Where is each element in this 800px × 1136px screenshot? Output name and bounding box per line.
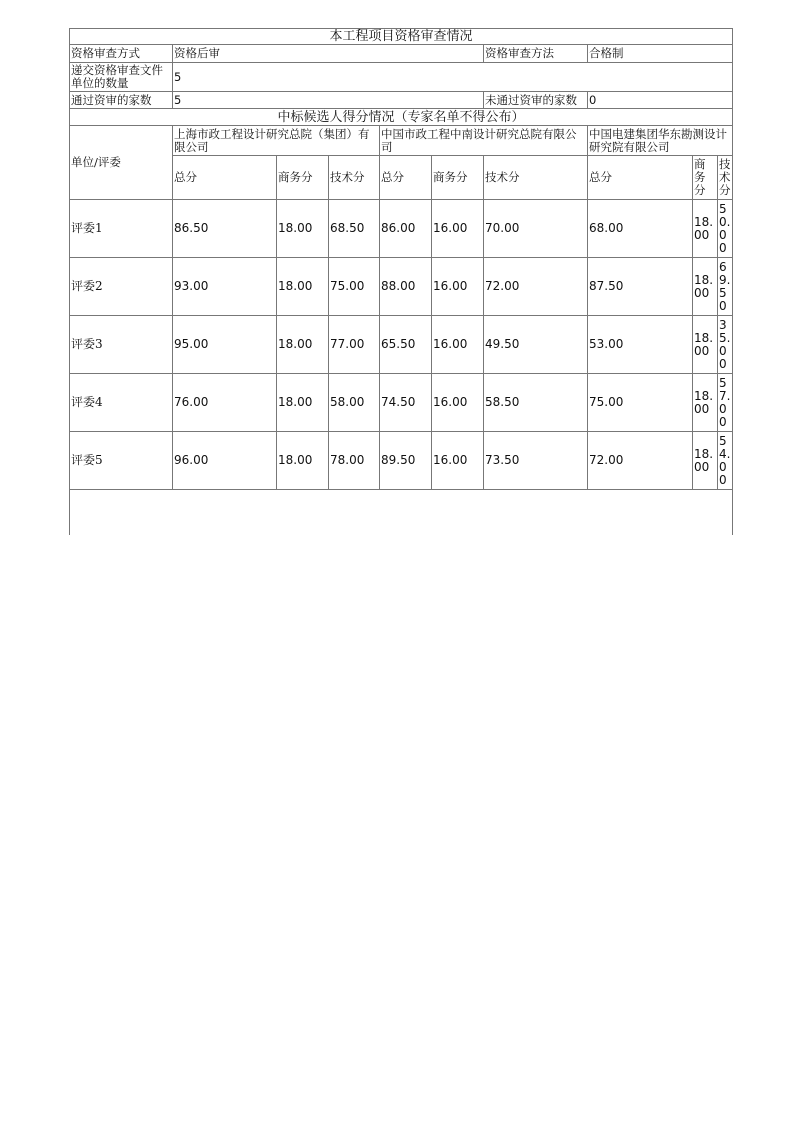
score-cell: 89.50 (380, 432, 432, 490)
score-cell: 18.00 (693, 316, 718, 374)
score-cell: 74.50 (380, 374, 432, 432)
score-cell: 70.00 (484, 200, 588, 258)
score-cell: 95.00 (173, 316, 277, 374)
score-cell: 18.00 (277, 258, 329, 316)
score-cell: 18.00 (277, 316, 329, 374)
sub-header: 总分 (588, 156, 693, 200)
score-cell: 86.50 (173, 200, 277, 258)
sub-header: 商务分 (693, 156, 718, 200)
score-cell: 75.00 (329, 258, 380, 316)
score-cell: 75.00 (588, 374, 693, 432)
score-cell: 88.00 (380, 258, 432, 316)
score-title: 中标候选人得分情况（专家名单不得公布） (70, 109, 733, 126)
score-cell: 68.50 (329, 200, 380, 258)
company-header: 中国电建集团华东勘测设计研究院有限公司 (588, 126, 733, 156)
judge-label: 评委2 (70, 258, 173, 316)
score-cell: 18.00 (693, 200, 718, 258)
score-cell: 16.00 (432, 200, 484, 258)
score-cell: 76.00 (173, 374, 277, 432)
table-row (70, 374, 733, 432)
judge-label: 评委4 (70, 374, 173, 432)
failed-value: 0 (588, 92, 733, 109)
score-cell: 18.00 (277, 432, 329, 490)
score-cell: 73.50 (484, 432, 588, 490)
score-cell: 49.50 (484, 316, 588, 374)
sub-header: 商务分 (432, 156, 484, 200)
company-header: 中国市政工程中南设计研究总院有限公司 (380, 126, 588, 156)
method-label: 资格审查方式 (70, 45, 173, 63)
score-cell: 69.50 (718, 258, 733, 316)
score-cell: 77.00 (329, 316, 380, 374)
approach-value: 合格制 (588, 45, 733, 63)
table-row (70, 432, 733, 490)
table-row (70, 258, 733, 316)
table-title: 本工程项目资格审查情况 (70, 29, 733, 45)
score-cell: 96.00 (173, 432, 277, 490)
score-cell: 16.00 (432, 432, 484, 490)
blank-row (70, 490, 733, 536)
judge-label: 评委3 (70, 316, 173, 374)
table-row (70, 316, 733, 374)
score-cell: 57.00 (718, 374, 733, 432)
table-row (70, 200, 733, 258)
score-cell: 35.00 (718, 316, 733, 374)
qualification-table (69, 28, 733, 535)
submitted-value: 5 (173, 63, 733, 92)
passed-value: 5 (173, 92, 484, 109)
sub-header: 商务分 (277, 156, 329, 200)
sub-header: 总分 (173, 156, 277, 200)
score-cell: 16.00 (432, 258, 484, 316)
method-value: 资格后审 (173, 45, 484, 63)
sub-header: 技术分 (484, 156, 588, 200)
judge-label: 评委1 (70, 200, 173, 258)
score-cell: 72.00 (484, 258, 588, 316)
company-header: 上海市政工程设计研究总院（集团）有限公司 (173, 126, 380, 156)
score-cell: 93.00 (173, 258, 277, 316)
score-cell: 18.00 (693, 258, 718, 316)
judge-label: 评委5 (70, 432, 173, 490)
score-cell: 54.00 (718, 432, 733, 490)
score-cell: 18.00 (693, 374, 718, 432)
passed-label: 通过资审的家数 (70, 92, 173, 109)
score-cell: 58.50 (484, 374, 588, 432)
sub-header: 技术分 (718, 156, 733, 200)
corner-label: 单位/评委 (70, 126, 173, 200)
score-cell: 86.00 (380, 200, 432, 258)
score-cell: 16.00 (432, 374, 484, 432)
score-cell: 65.50 (380, 316, 432, 374)
score-cell: 50.00 (718, 200, 733, 258)
score-cell: 16.00 (432, 316, 484, 374)
score-cell: 68.00 (588, 200, 693, 258)
score-cell: 18.00 (693, 432, 718, 490)
sub-header: 技术分 (329, 156, 380, 200)
sub-header: 总分 (380, 156, 432, 200)
score-cell: 53.00 (588, 316, 693, 374)
approach-label: 资格审查方法 (484, 45, 588, 63)
failed-label: 未通过资审的家数 (484, 92, 588, 109)
submitted-label: 递交资格审查文件单位的数量 (70, 63, 173, 92)
score-cell: 18.00 (277, 374, 329, 432)
score-cell: 87.50 (588, 258, 693, 316)
score-cell: 18.00 (277, 200, 329, 258)
score-cell: 72.00 (588, 432, 693, 490)
score-cell: 58.00 (329, 374, 380, 432)
score-cell: 78.00 (329, 432, 380, 490)
